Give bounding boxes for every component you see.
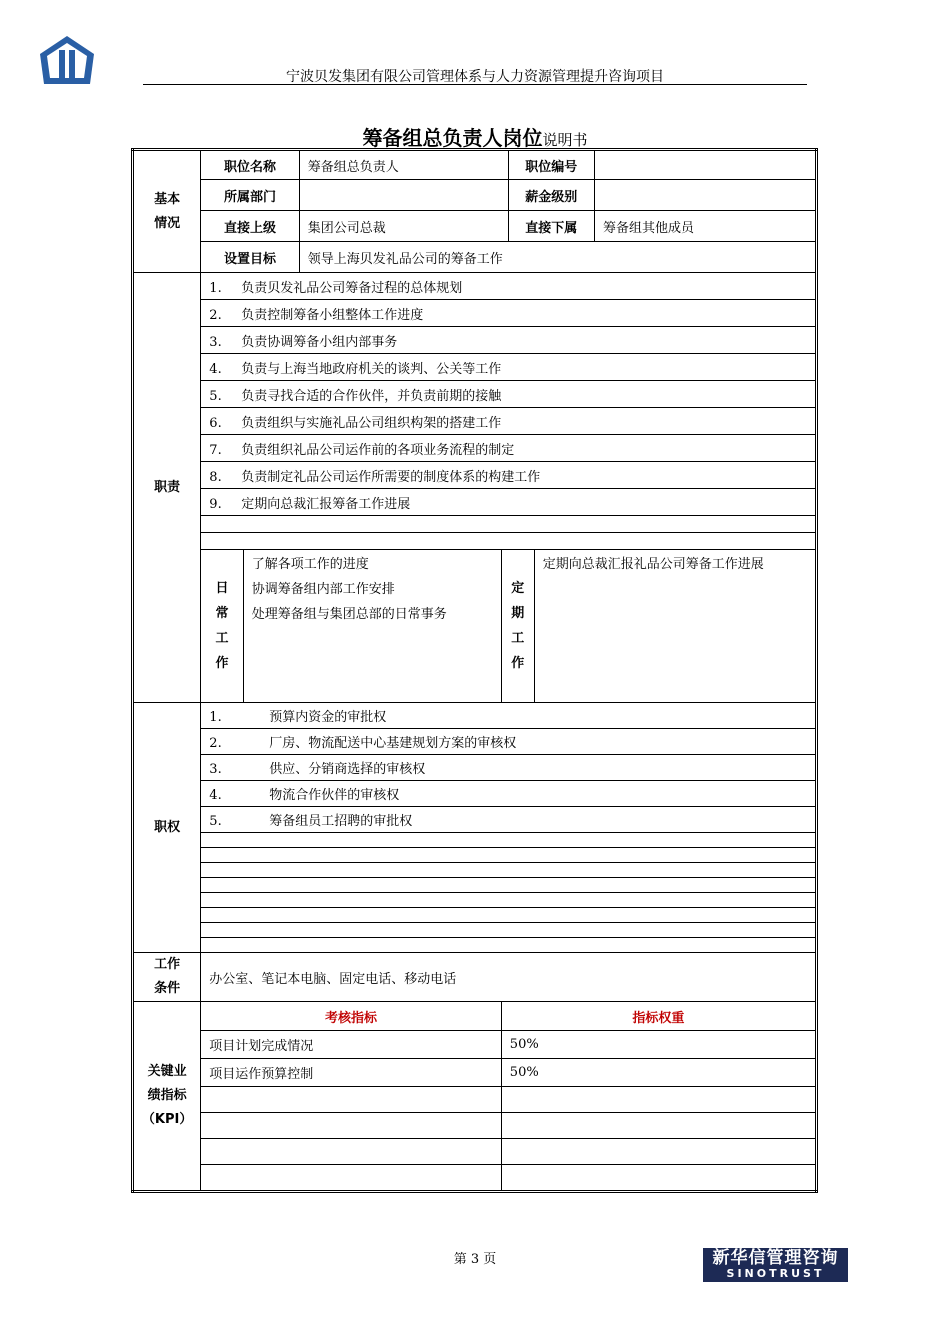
value-position-name: 筹备组总负责人	[299, 150, 508, 180]
kpi-row	[133, 1002, 817, 1192]
label-salary: 薪金级别	[508, 180, 594, 211]
document-title	[0, 122, 950, 151]
kpi-header-indicator: 考核指标	[201, 1002, 501, 1031]
conditions-row	[133, 953, 817, 1002]
item-text: 负责与上海当地政府机关的谈判、公关等工作	[241, 361, 502, 377]
daily-work-label: 日 常 工 作	[201, 550, 243, 702]
section-conditions: 工作 条件	[133, 953, 201, 1002]
kpi-indicator: 项目运作预算控制	[201, 1059, 501, 1087]
value-superior: 集团公司总裁	[299, 211, 508, 242]
work-item: 了解各项工作的进度	[251, 557, 369, 572]
kpi-header-weight: 指标权重	[632, 1010, 685, 1026]
item-text: 负责协调筹备小组内部事务	[241, 334, 398, 350]
duty-item	[201, 327, 815, 354]
work-types-table	[201, 550, 815, 702]
kpi-empty-row	[201, 1087, 815, 1113]
item-text: 负责组织礼品公司运作前的各项业务流程的制定	[241, 442, 515, 458]
item-text: 物流合作伙伴的审核权	[269, 788, 400, 803]
title-main: 筹备组总负责人岗位	[362, 126, 543, 150]
kpi-row-item	[201, 1031, 815, 1059]
kpi-weight: 50%	[501, 1031, 815, 1059]
basic-row-4	[133, 242, 817, 273]
duties-list	[201, 273, 815, 549]
kpi-indicator	[201, 1087, 501, 1113]
duty-item	[201, 435, 815, 462]
value-goal: 领导上海贝发礼品公司的筹备工作	[299, 242, 816, 273]
label-goal: 设置目标	[201, 242, 299, 273]
duty-item	[201, 354, 815, 381]
value-position-code	[595, 150, 817, 180]
value-salary	[595, 180, 817, 211]
item-number: 1.	[209, 710, 222, 725]
authority-empty-row	[201, 908, 815, 923]
kpi-indicator	[201, 1139, 501, 1165]
authority-list-cell	[201, 703, 817, 953]
duty-item	[201, 381, 815, 408]
section-authority: 职权	[133, 703, 201, 953]
periodic-work-label: 定 期 工 作	[501, 550, 534, 702]
item-text: 供应、分销商选择的审核权	[269, 762, 426, 777]
kpi-empty-row	[201, 1165, 815, 1191]
label-position-name: 职位名称	[201, 150, 299, 180]
item-number: 2.	[209, 307, 222, 323]
authority-list	[201, 703, 815, 952]
sinotrust-logo	[703, 1248, 848, 1282]
item-text: 负责组织与实施礼品公司组织构架的搭建工作	[241, 415, 502, 431]
kpi-weight	[501, 1165, 815, 1191]
item-number: 7.	[209, 442, 222, 458]
item-text: 负责制定礼品公司运作所需要的制度体系的构建工作	[241, 469, 541, 485]
item-text: 厂房、物流配送中心基建规划方案的审核权	[269, 736, 517, 751]
brand-en: SINOTRUST	[726, 1267, 825, 1280]
header-project-title: 宁波贝发集团有限公司管理体系与人力资源管理提升咨询项目	[286, 69, 664, 85]
value-subordinate: 筹备组其他成员	[595, 211, 817, 242]
kpi-weight	[501, 1113, 815, 1139]
job-description-table	[131, 148, 818, 1193]
label-position-code: 职位编号	[508, 150, 594, 180]
page-number: 第 3 页	[453, 1252, 497, 1267]
kpi-table	[201, 1002, 815, 1190]
authority-empty-row	[201, 863, 815, 878]
brand-cn: 新华信管理咨询	[712, 1248, 839, 1268]
work-item: 协调筹备组内部工作安排	[251, 582, 395, 597]
item-number: 6.	[209, 415, 222, 431]
kpi-weight: 50%	[501, 1059, 815, 1087]
basic-row-3	[133, 211, 817, 242]
authority-empty-row	[201, 893, 815, 908]
authority-empty-row	[201, 848, 815, 863]
conditions-text: 办公室、笔记本电脑、固定电话、移动电话	[201, 953, 817, 1002]
authority-item	[201, 781, 815, 807]
item-text: 筹备组员工招聘的审批权	[269, 814, 413, 829]
work-item: 处理筹备组与集团总部的日常事务	[251, 607, 447, 622]
item-number: 3.	[209, 762, 222, 777]
section-duties: 职责	[133, 273, 201, 703]
item-number: 8.	[209, 469, 222, 485]
duty-empty-row	[201, 516, 815, 533]
authority-item	[201, 755, 815, 781]
item-number: 9.	[209, 496, 222, 512]
label-superior: 直接上级	[201, 211, 299, 242]
authority-row	[133, 703, 817, 953]
duties-row	[133, 273, 817, 550]
item-number: 5.	[209, 814, 222, 829]
header-divider	[143, 84, 807, 85]
duties-list-cell	[201, 273, 817, 550]
label-department: 所属部门	[201, 180, 299, 211]
kpi-indicator	[201, 1113, 501, 1139]
item-number: 1.	[209, 280, 222, 296]
authority-empty-row	[201, 878, 815, 893]
daily-work-items	[243, 550, 501, 702]
authority-empty-row	[201, 833, 815, 848]
authority-item	[201, 703, 815, 729]
item-number: 3.	[209, 334, 222, 350]
authority-item	[201, 807, 815, 833]
title-suffix: 说明书	[542, 131, 588, 149]
kpi-empty-row	[201, 1139, 815, 1165]
authority-empty-row	[201, 938, 815, 953]
authority-empty-row	[201, 923, 815, 938]
item-text: 负责贝发礼品公司筹备过程的总体规划	[241, 280, 463, 296]
kpi-empty-row	[201, 1113, 815, 1139]
item-number: 5.	[209, 388, 222, 404]
duty-item	[201, 300, 815, 327]
basic-row-1	[133, 150, 817, 180]
item-text: 定期向总裁汇报筹备工作进展	[241, 496, 411, 512]
item-number: 4.	[209, 788, 222, 803]
item-text: 预算内资金的审批权	[269, 710, 387, 725]
section-kpi: 关键业 绩指标 （KPI）	[133, 1002, 201, 1192]
periodic-work-items	[534, 550, 815, 702]
authority-item	[201, 729, 815, 755]
kpi-indicator: 项目计划完成情况	[201, 1031, 501, 1059]
value-department	[299, 180, 508, 211]
duty-item	[201, 462, 815, 489]
label-subordinate: 直接下属	[508, 211, 594, 242]
section-basic: 基本情况	[133, 150, 201, 273]
item-text: 负责控制筹备小组整体工作进度	[241, 307, 424, 323]
duties-work-row	[133, 550, 817, 703]
kpi-weight	[501, 1139, 815, 1165]
item-number: 2.	[209, 736, 222, 751]
basic-row-2	[133, 180, 817, 211]
duty-item	[201, 408, 815, 435]
duty-item	[201, 273, 815, 300]
duty-item	[201, 489, 815, 516]
kpi-weight	[501, 1087, 815, 1113]
kpi-table-cell	[201, 1002, 817, 1192]
item-text: 负责寻找合适的合作伙伴，并负责前期的接触	[241, 388, 502, 404]
kpi-row-item	[201, 1059, 815, 1087]
kpi-indicator	[201, 1165, 501, 1191]
duty-empty-row	[201, 533, 815, 550]
work-item: 定期向总裁汇报礼品公司筹备工作进展	[542, 557, 764, 572]
item-number: 4.	[209, 361, 222, 377]
